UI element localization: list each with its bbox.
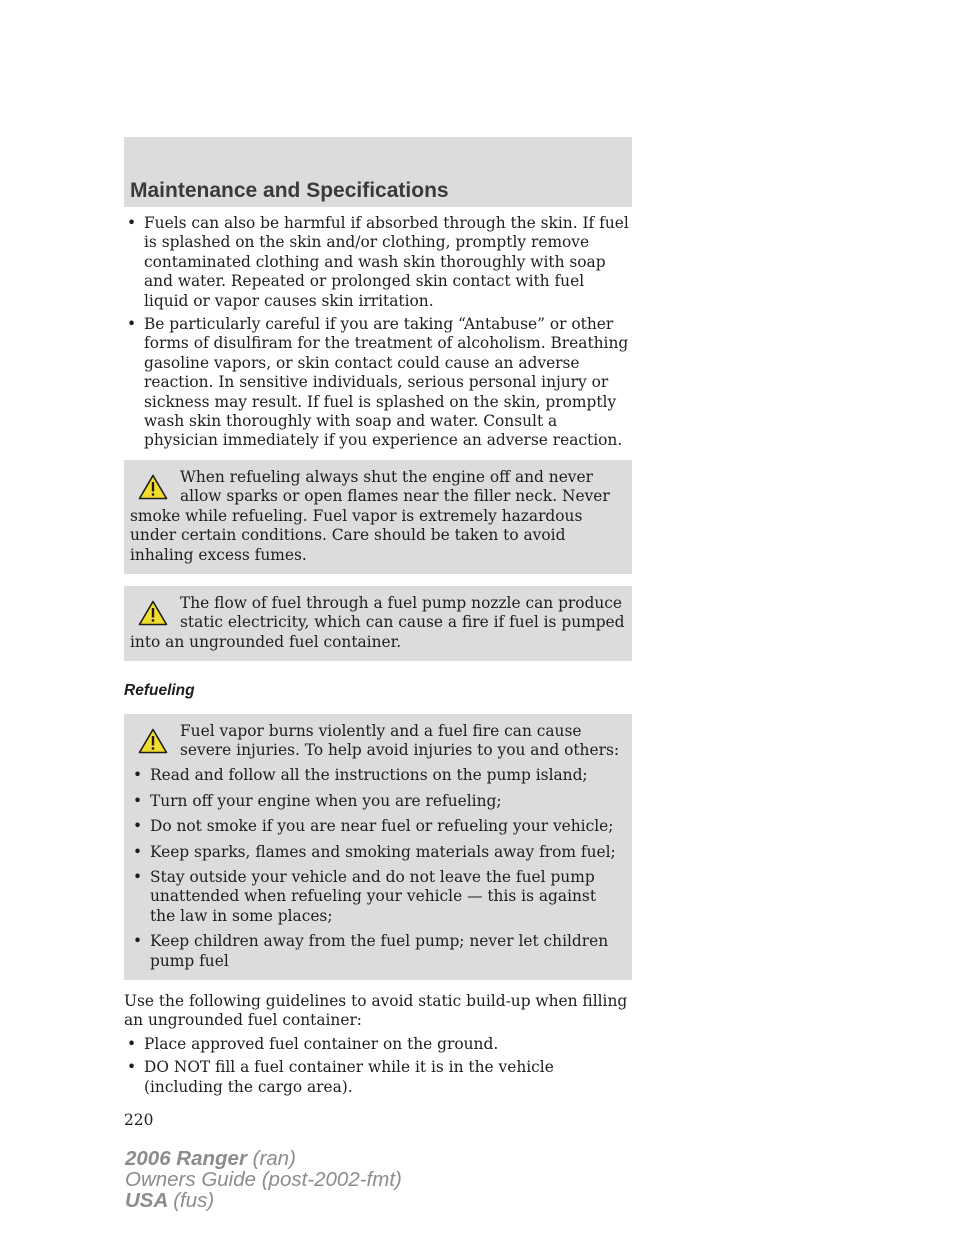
list-item — [124, 315, 632, 451]
footer-model-code: (ran) — [252, 1147, 296, 1170]
list-item-text: Stay outside your vehicle and do not leave the fuel pump unattended when refueling your vehicle — this is against the law in some places; — [150, 867, 597, 925]
list-item-text: Be particularly careful if you are taking “Antabuse” or other forms of disulfiram for the treatment of alcoholism. Breathing gasoline vapors, or skin contact could cause an adverse reaction. In sensitive individuals, serious personal injury or sickness may result. If fuel is splashed on the skin, promptly wash skin thoroughly with soap and water. Consult a physician immediately if you experience an adverse reaction. — [144, 315, 629, 450]
warning-triangle-icon — [138, 728, 168, 754]
footer-market-code: (fus) — [173, 1189, 215, 1212]
warning-triangle-icon — [138, 474, 168, 500]
footer-model: 2006 Ranger — [125, 1147, 253, 1170]
list-item-text: Turn off your engine when you are refueling; — [150, 791, 502, 810]
warning-box — [124, 714, 632, 980]
bullet-dot: • — [127, 315, 137, 334]
bullet-dot: • — [133, 932, 143, 951]
section-header — [124, 137, 632, 207]
list-item — [130, 932, 626, 971]
list-item — [130, 843, 626, 862]
footer-market: USA — [125, 1189, 174, 1212]
warning-box — [124, 460, 632, 574]
list-item-text: Keep children away from the fuel pump; never let children pump fuel — [150, 932, 609, 970]
list-item — [130, 792, 626, 811]
bullet-dot: • — [133, 817, 143, 836]
page-content — [124, 214, 632, 1130]
warning-text: Fuel vapor burns violently and a fuel fire can cause severe injuries. To help avoid injuries to you and others: — [180, 721, 620, 759]
list-item — [124, 214, 632, 311]
footer-line-model — [125, 1148, 402, 1169]
list-item-text: Fuels can also be harmful if absorbed through the skin. If fuel is splashed on the skin and/or clothing, promptly remove contaminated clothing and wash skin thoroughly with soap and water. Repeated or prolonged skin contact with fuel liquid or vapor causes skin irritation. — [144, 214, 629, 310]
bullet-dot: • — [133, 791, 143, 810]
list-item-text: Place approved fuel container on the ground. — [144, 1034, 499, 1053]
section-title: Maintenance and Specifications — [130, 179, 449, 202]
page-number: 220 — [124, 1111, 154, 1130]
footer — [125, 1148, 402, 1211]
warning-text: The flow of fuel through a fuel pump nozzle can produce static electricity, which can cause a fire if fuel is pumped into an ungrounded fuel container. — [130, 593, 625, 651]
warning-triangle-icon — [138, 600, 168, 626]
list-item-text: Do not smoke if you are near fuel or refueling your vehicle; — [150, 817, 614, 836]
bullet-dot: • — [133, 766, 143, 785]
guidelines-intro: Use the following guidelines to avoid static build-up when filling an ungrounded fuel container: — [124, 992, 628, 1030]
list-item — [130, 766, 626, 785]
list-item — [130, 868, 626, 926]
bullet-dot: • — [133, 842, 143, 861]
footer-line-market — [125, 1190, 402, 1211]
warning-text: When refueling always shut the engine off and never allow sparks or open flames near the filler neck. Never smoke while refueling. Fuel vapor is extremely hazardous under certain conditions. Care should be taken to avoid inhaling excess fumes. — [130, 467, 610, 564]
list-item — [124, 1058, 632, 1097]
list-item-text: Keep sparks, flames and smoking materials away from fuel; — [150, 842, 616, 861]
bullet-dot: • — [127, 1058, 137, 1077]
refueling-heading: Refueling — [124, 682, 195, 700]
bullet-dot: • — [127, 214, 137, 232]
bullet-dot: • — [127, 1034, 137, 1053]
list-item-text: DO NOT fill a fuel container while it is in the vehicle (including the cargo area). — [144, 1058, 554, 1096]
list-item — [130, 817, 626, 836]
footer-line-guide: Owners Guide (post-2002-fmt) — [125, 1168, 402, 1191]
warning-box — [124, 586, 632, 661]
list-item — [124, 1035, 632, 1054]
bullet-dot: • — [133, 867, 143, 886]
list-item-text: Read and follow all the instructions on the pump island; — [150, 766, 588, 785]
